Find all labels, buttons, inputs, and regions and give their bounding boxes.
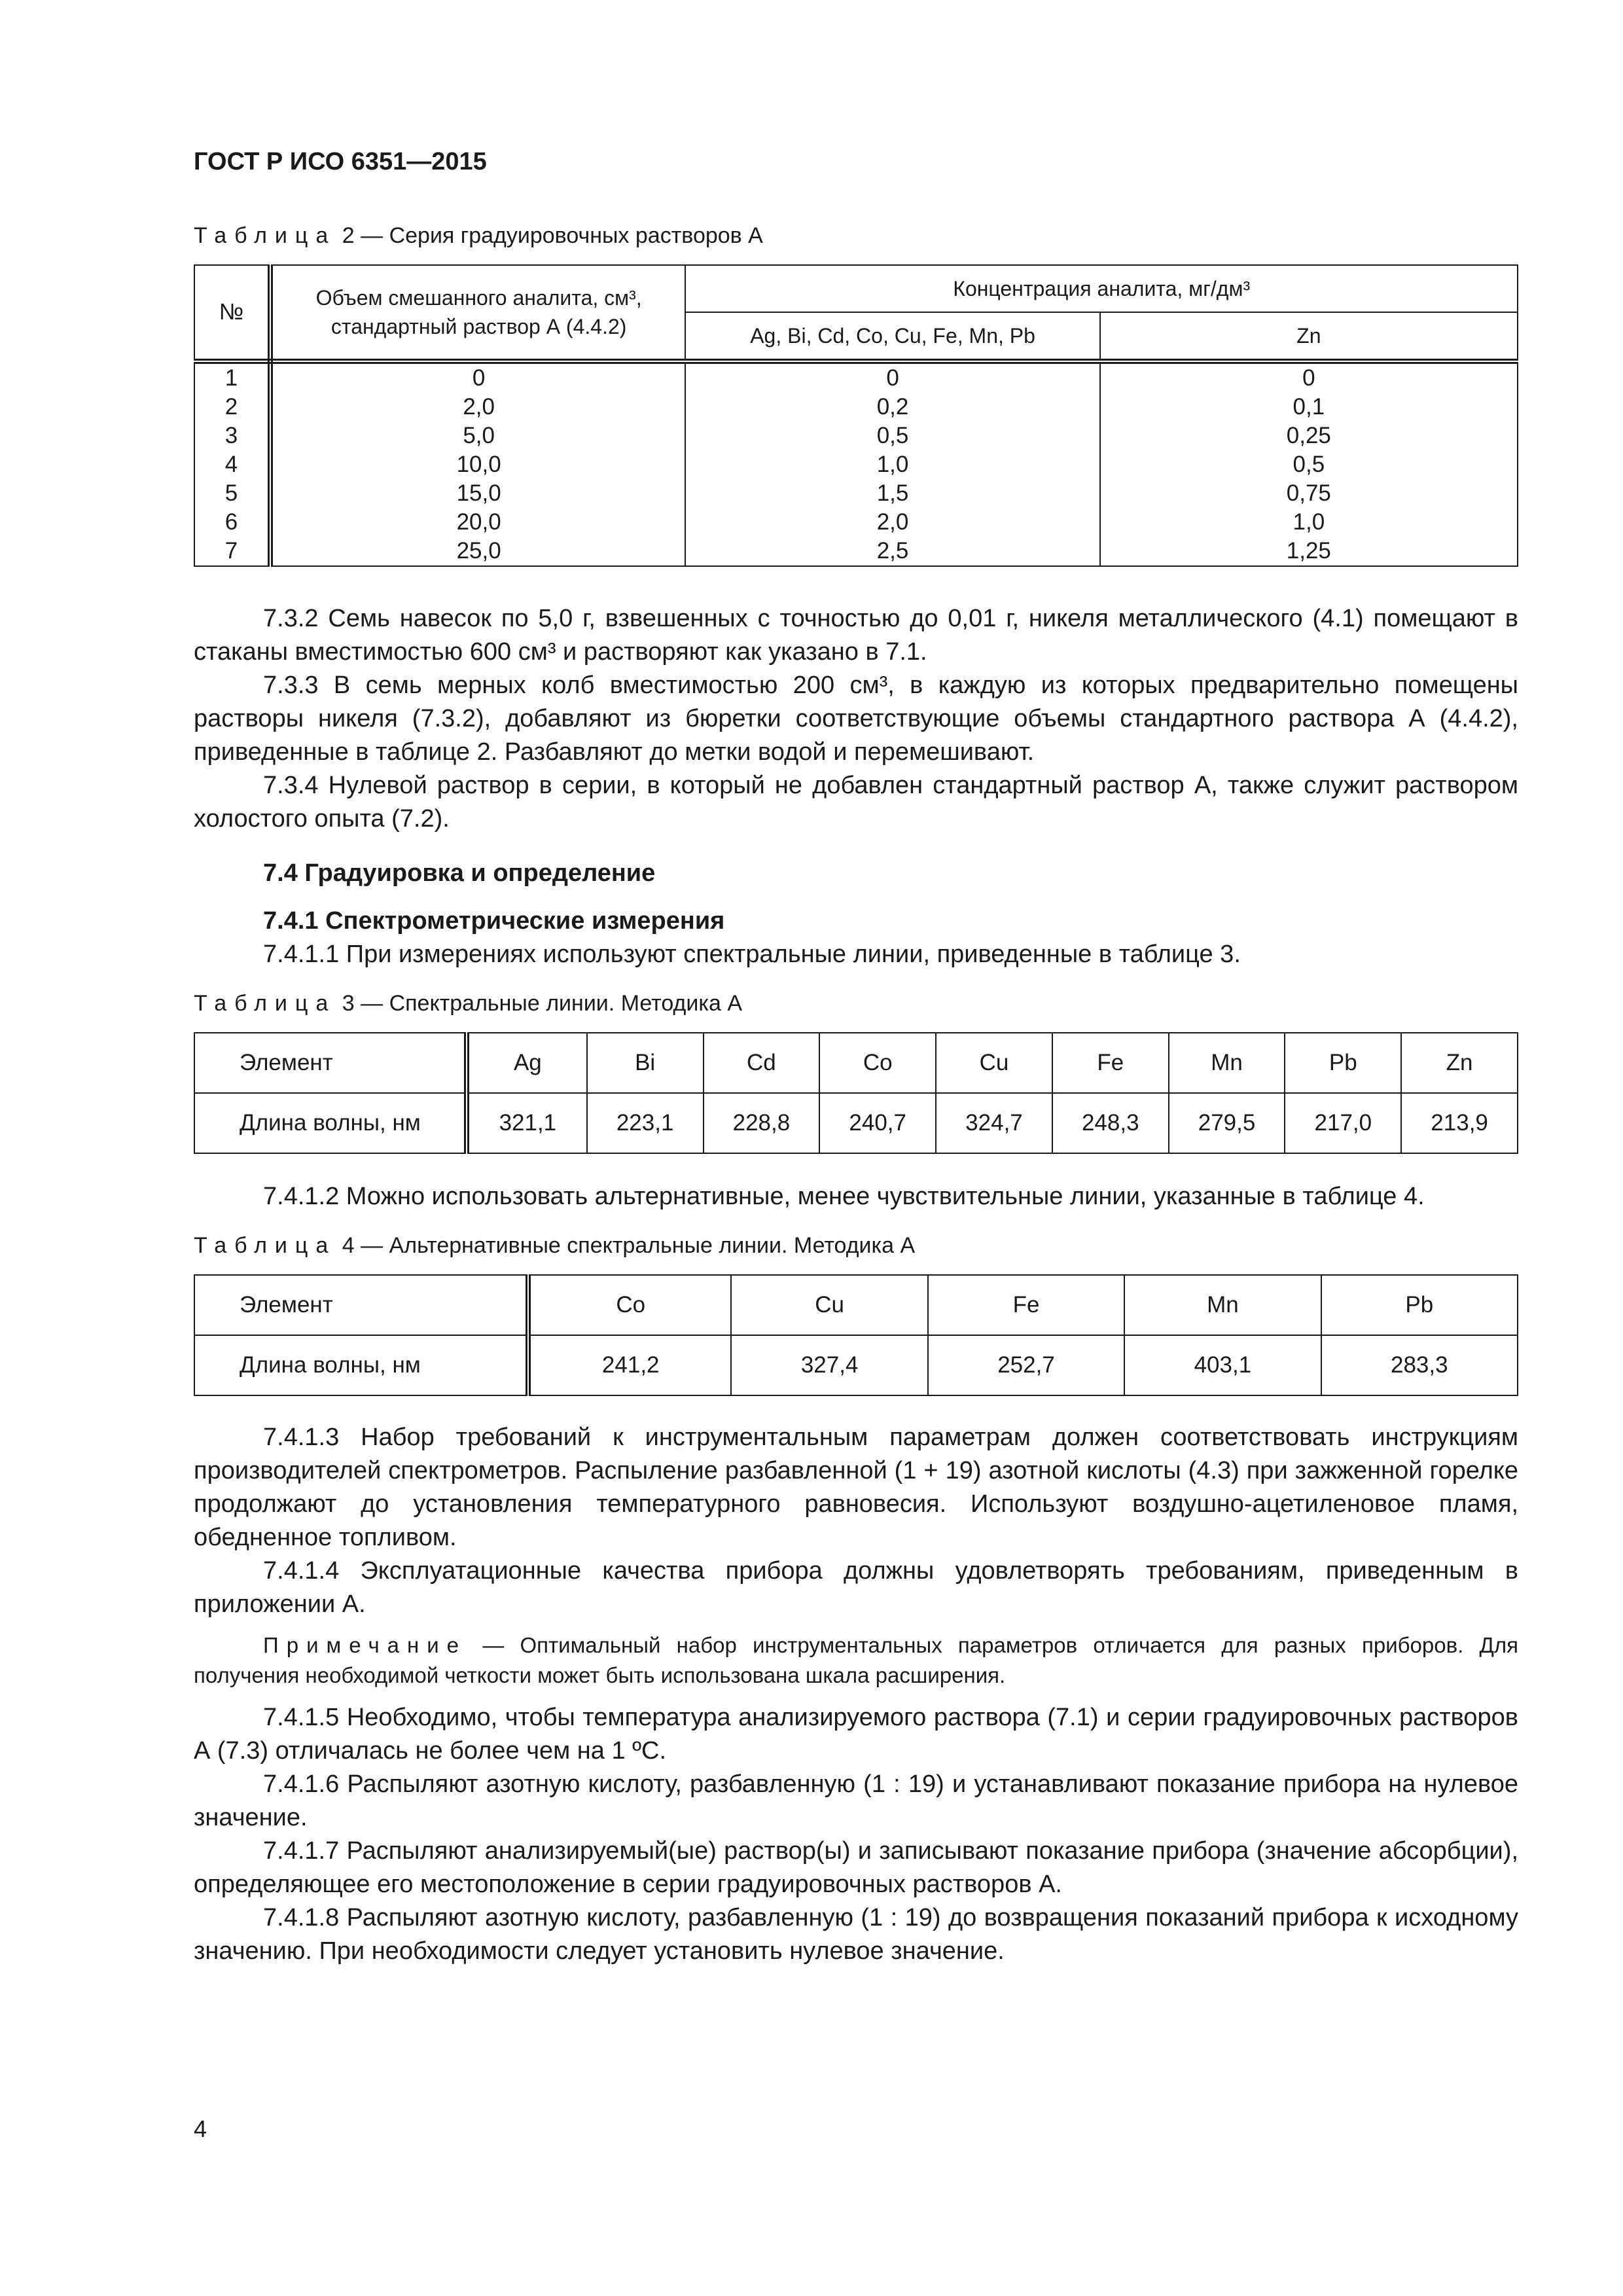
table2-header-concentration: Концентрация аналита, мг/дм³ <box>685 265 1518 312</box>
paragraph-7-4-1-3: 7.4.1.3 Набор требований к инструментальным параметрам должен соответствовать инструкциям производителей спектрометров. Распыление разбавленной (1 + 19) азотной кислоты (4.3) при зажженной горелке продолжают до установления температурного равновесия. Используют воздушно-ацетиленовое пламя, обедненное топливом. <box>194 1424 1518 1551</box>
table3-cell: Bi <box>587 1033 704 1093</box>
table3-cell: Cu <box>936 1033 1052 1093</box>
table3 <box>194 1032 1518 1154</box>
table3-cell: 279,5 <box>1169 1093 1285 1153</box>
table2-cell: 5,0 <box>463 423 495 448</box>
table4 <box>194 1274 1518 1396</box>
table4-caption <box>194 1233 1518 1259</box>
table2-header-volume: Объем смешанного аналита, см³, стандартный раствор А (4.4.2) <box>315 286 642 338</box>
table2-cell: 1,5 <box>876 480 909 506</box>
table4-caption-word: Таблица <box>194 1233 336 1258</box>
table2-caption <box>194 223 1518 249</box>
heading-7-4: 7.4 Градуировка и определение <box>263 859 656 887</box>
table2-cell: 0,5 <box>1293 452 1325 477</box>
table2-header-zn: Zn <box>1100 312 1518 361</box>
table2-cell: 0,5 <box>876 423 909 448</box>
table2-cell: 10,0 <box>456 452 501 477</box>
table4-caption-text: 4 — Альтернативные спектральные линии. Методика А <box>342 1233 916 1258</box>
note <box>194 1630 1518 1691</box>
table4-cell: Cu <box>731 1275 927 1335</box>
table2-cell: 2 <box>224 394 238 420</box>
paragraph-7-3-2: 7.3.2 Семь навесок по 5,0 г, взвешенных с точностью до 0,01 г, никеля металлического (4.1) помещают в стаканы вместимостью 600 см³ и растворяют как указано в 7.1. <box>194 605 1518 666</box>
document-header: ГОСТ Р ИСО 6351—2015 <box>194 148 487 175</box>
table2-cell: 7 <box>224 538 238 564</box>
table2-cell: 3 <box>224 423 238 448</box>
table3-caption <box>194 991 1518 1016</box>
table3-cell: 228,8 <box>704 1093 820 1153</box>
paragraph-7-4-1-7: 7.4.1.7 Распыляют анализируемый(ые) раствор(ы) и записывают показание прибора (значение абсорбции), определяющее его местоположение в серии градуировочных растворов А. <box>194 1837 1518 1898</box>
table2-cell: 1,25 <box>1286 538 1331 564</box>
table3-row-label: Элемент <box>194 1033 467 1093</box>
table4-cell: Fe <box>928 1275 1124 1335</box>
table3-cell: Ag <box>467 1033 587 1093</box>
table2-cell: 4 <box>224 452 238 477</box>
table2-cell: 0 <box>1302 365 1315 391</box>
table3-cell: 248,3 <box>1052 1093 1169 1153</box>
table3-cell: 324,7 <box>936 1093 1052 1153</box>
table2-cell: 15,0 <box>456 480 501 506</box>
table3-cell: Fe <box>1052 1033 1169 1093</box>
paragraph-7-4-1-8: 7.4.1.8 Распыляют азотную кислоту, разбавленную (1 : 19) до возвращения показаний прибора к исходному значению. При необходимости следует установить нулевое значение. <box>194 1904 1518 1965</box>
table2-cell: 0,75 <box>1286 480 1331 506</box>
table4-row-label: Элемент <box>194 1275 528 1335</box>
table2-cell: 20,0 <box>456 509 501 535</box>
heading-7-4-1: 7.4.1 Спектрометрические измерения <box>263 907 725 935</box>
table2-cell: 5 <box>224 480 238 506</box>
document-page <box>194 148 1518 1968</box>
paragraph-7-3-3: 7.3.3 В семь мерных колб вместимостью 200 см³, в каждую из которых предварительно помещены растворы никеля (7.3.2), добавляют из бюретки соответствующие объемы стандартного раствора А (4.4.2), приведенные в таблице 2. Разбавляют до метки водой и перемешивают. <box>194 672 1518 766</box>
table3-cell: Pb <box>1285 1033 1401 1093</box>
paragraph-7-4-1-6: 7.4.1.6 Распыляют азотную кислоту, разбавленную (1 : 19) и устанавливают показание прибора на нулевое значение. <box>194 1770 1518 1831</box>
table3-row-label: Длина волны, нм <box>194 1093 467 1153</box>
table2-col-metals <box>685 361 1099 566</box>
table4-cell: 283,3 <box>1321 1335 1518 1395</box>
table3-caption-word: Таблица <box>194 991 336 1016</box>
table2-cell: 2,0 <box>463 394 495 420</box>
table3-cell: Cd <box>704 1033 820 1093</box>
table2-cell: 1,0 <box>1293 509 1325 535</box>
table2-cell: 1,0 <box>876 452 909 477</box>
table2-cell: 2,0 <box>876 509 909 535</box>
table2-cell: 25,0 <box>456 538 501 564</box>
table4-row-label: Длина волны, нм <box>194 1335 528 1395</box>
note-word: Примечание <box>263 1633 467 1657</box>
note-text: — Оптимальный набор инструментальных параметров отличается для разных приборов. Для получения необходимой четкости может быть использована шкала расширения. <box>194 1633 1518 1687</box>
table4-cell: Mn <box>1124 1275 1321 1335</box>
table4-cell: Pb <box>1321 1275 1518 1335</box>
table2-col-num <box>194 361 270 566</box>
paragraph-7-4-1-5: 7.4.1.5 Необходимо, чтобы температура анализируемого раствора (7.1) и серии градуировочных растворов А (7.3) отличалась не более чем на 1 ºC. <box>194 1704 1518 1765</box>
table2-cell: 0 <box>886 365 899 391</box>
table3-cell: 240,7 <box>819 1093 936 1153</box>
table2-col-zn <box>1100 361 1518 566</box>
table2-cell: 0 <box>472 365 486 391</box>
table2-cell: 6 <box>224 509 238 535</box>
table2-header-num: № <box>194 265 270 361</box>
table2-cell: 0,1 <box>1293 394 1325 420</box>
page-number: 4 <box>194 2115 207 2142</box>
table4-cell: 252,7 <box>928 1335 1124 1395</box>
table2-cell: 1 <box>224 365 238 391</box>
table2 <box>194 264 1518 567</box>
table2-header-metals: Ag, Bi, Cd, Co, Cu, Fe, Mn, Pb <box>685 312 1099 361</box>
table4-cell: Co <box>528 1275 731 1335</box>
table4-cell: 241,2 <box>528 1335 731 1395</box>
table4-cell: 403,1 <box>1124 1335 1321 1395</box>
table2-col-volume <box>270 361 686 566</box>
table2-cell: 0,2 <box>876 394 909 420</box>
table3-cell: 321,1 <box>467 1093 587 1153</box>
table3-cell: Zn <box>1401 1033 1518 1093</box>
table3-cell: 213,9 <box>1401 1093 1518 1153</box>
paragraph-7-4-1-2: 7.4.1.2 Можно использовать альтернативные, менее чувствительные линии, указанные в таблице 4. <box>263 1183 1425 1210</box>
table3-cell: 223,1 <box>587 1093 704 1153</box>
table2-cell: 0,25 <box>1286 423 1331 448</box>
paragraph-7-3-4: 7.3.4 Нулевой раствор в серии, в который не добавлен стандартный раствор А, также служит раствором холостого опыта (7.2). <box>194 772 1518 833</box>
paragraph-7-4-1-4: 7.4.1.4 Эксплуатационные качества прибора должны удовлетворять требованиям, приведенным в приложении А. <box>194 1557 1518 1618</box>
table4-cell: 327,4 <box>731 1335 927 1395</box>
table3-caption-text: 3 — Спектральные линии. Методика А <box>342 991 743 1016</box>
table2-cell: 2,5 <box>876 538 909 564</box>
table3-cell: 217,0 <box>1285 1093 1401 1153</box>
table3-cell: Co <box>819 1033 936 1093</box>
table2-caption-word: Таблица <box>194 223 336 248</box>
table3-cell: Mn <box>1169 1033 1285 1093</box>
table2-caption-text: 2 — Серия градуировочных растворов А <box>342 223 763 248</box>
paragraph-7-4-1-1: 7.4.1.1 При измерениях используют спектральные линии, приведенные в таблице 3. <box>263 941 1241 968</box>
